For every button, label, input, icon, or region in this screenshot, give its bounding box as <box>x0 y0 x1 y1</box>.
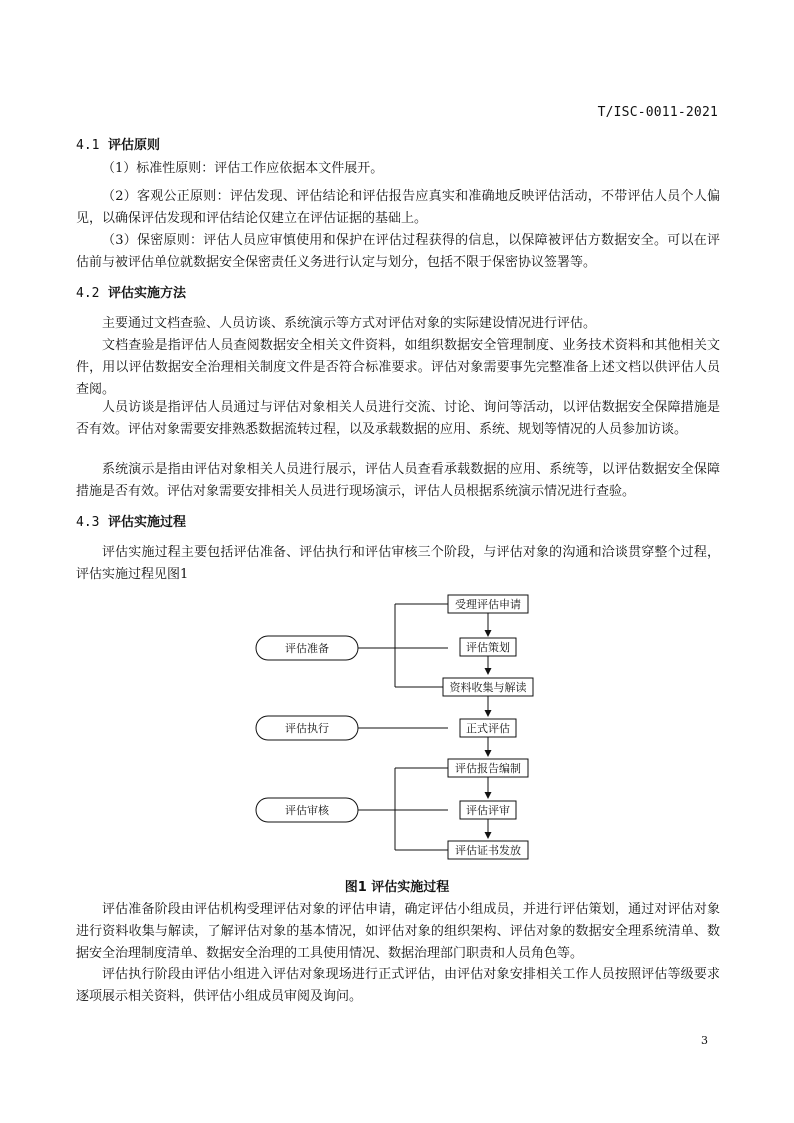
method-paragraph: 人员访谈是指评估人员通过与评估对象相关人员进行交流、讨论、询问等活动，以评估数据安全保障措施是否有效。评估对象需要安排熟悉数据流转过程，以及承载数据的应用、系统、规划等情况的人员参加访谈。 <box>76 400 720 437</box>
section-title: 评估实施方法 <box>108 286 187 301</box>
process-intro-paragraph: 评估实施过程主要包括评估准备、评估执行和评估审核三个阶段，与评估对象的沟通和洽谈贯穿整个过程，评估实施过程见图1 <box>76 545 720 582</box>
phase-label: 评估准备 <box>285 642 329 655</box>
page-number: 3 <box>701 1034 708 1047</box>
phase-connectors <box>358 604 448 850</box>
step-document-collection <box>443 678 533 696</box>
section-4-2-heading <box>76 285 186 303</box>
step-assessment-review <box>460 801 516 819</box>
section-4-1-heading <box>76 137 160 155</box>
section-number: 4.3 <box>76 515 100 530</box>
method-paragraph: 主要通过文档查验、人员访谈、系统演示等方式对评估对象的实际建设情况进行评估。 <box>102 316 597 331</box>
step-assessment-planning <box>460 638 516 656</box>
phase-assessment-preparation <box>256 636 358 660</box>
method-paragraph: 系统演示是指由评估对象相关人员进行展示，评估人员查看承载数据的应用、系统等，以评估数据安全保障措施是否有效。评估对象需要安排相关人员进行现场演示，评估人员根据系统演示情况进行查验。 <box>76 462 720 499</box>
principle-paragraph: （2）客观公正原则：评估发现、评估结论和评估报告应真实和准确地反映评估活动，不带评估人员个人偏见，以确保评估发现和评估结论仅建立在评估证据的基础上。 <box>76 189 720 226</box>
step-label: 受理评估申请 <box>455 598 521 611</box>
section-number: 4.1 <box>76 138 100 153</box>
phase-assessment-review <box>256 798 358 822</box>
principle-paragraph: （3）保密原则：评估人员应审慎使用和保护在评估过程获得的信息，以保障被评估方数据安全。可以在评估前与被评估单位就数据安全保密责任义务进行认定与划分，包括不限于保密协议签署等。 <box>76 233 720 270</box>
step-label: 评估评审 <box>466 804 510 817</box>
step-label: 评估证书发放 <box>455 844 521 857</box>
section-title: 评估实施过程 <box>108 515 187 530</box>
closing-paragraph: 评估准备阶段由评估机构受理评估对象的评估申请，确定评估小组成员，并进行评估策划，通过对评估对象进行资料收集与解读，了解评估对象的基本情况，如评估对象的组织架构、评估对象的数据安全理系统清单、数据安全治理制度清单、数据安全治理的工具使用情况、数据治理部门职责和人员角色等。 <box>76 902 720 961</box>
phase-label: 评估审核 <box>285 804 329 817</box>
figure-caption: 图1 评估实施过程 <box>344 880 450 895</box>
step-label: 评估策划 <box>466 641 510 654</box>
section-4-3-heading <box>76 514 186 532</box>
step-label: 正式评估 <box>466 722 510 735</box>
phase-label: 评估执行 <box>285 722 329 735</box>
process-flowchart <box>250 592 550 867</box>
step-certificate-issuance <box>448 841 528 859</box>
step-label: 资料收集与解读 <box>449 681 527 694</box>
section-title: 评估原则 <box>108 138 161 153</box>
step-accept-application <box>448 595 528 613</box>
step-label: 评估报告编制 <box>455 762 521 775</box>
closing-paragraph: 评估执行阶段由评估小组进入评估对象现场进行正式评估，由评估对象安排相关工作人员按照评估等级要求逐项展示相关资料，供评估小组成员审阅及询问。 <box>76 967 720 1004</box>
method-paragraph: 文档查验是指评估人员查阅数据安全相关文件资料，如组织数据安全管理制度、业务技术资料和其他相关文件，用以评估数据安全治理相关制度文件是否符合标准要求。评估对象需要事先完整准备上述文档以供评估人员查阅。 <box>76 338 720 397</box>
principle-paragraph: （1）标准性原则：评估工作应依据本文件展开。 <box>102 161 384 176</box>
step-formal-assessment <box>460 719 516 737</box>
phase-assessment-execution <box>256 716 358 740</box>
section-number: 4.2 <box>76 286 100 301</box>
standard-code: T/ISC-0011-2021 <box>597 105 718 120</box>
evaluation-process-diagram <box>250 592 550 867</box>
step-report-preparation <box>448 759 528 777</box>
